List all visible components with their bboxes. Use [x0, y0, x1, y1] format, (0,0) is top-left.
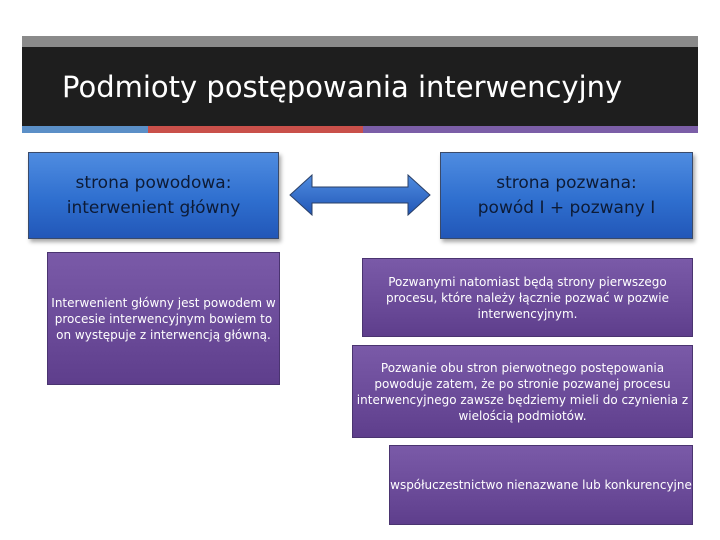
stripe-red	[148, 126, 363, 133]
accent-stripes	[22, 126, 698, 133]
defendant-box	[440, 152, 693, 239]
right-note-box-2	[352, 345, 693, 438]
stripe-blue	[22, 126, 148, 133]
plaintiff-box-line2: interwenient główny	[66, 197, 241, 218]
left-note-box	[47, 252, 280, 385]
defendant-box-line2: powód I + pozwany I	[477, 197, 656, 218]
plaintiff-box-line1: strona powodowa:	[75, 172, 232, 193]
right-note-box-1	[362, 258, 693, 337]
left-note-text: Interwenient główny jest powodem w procesie interwencyjnym bowiem to on występuje z interwencją główną.	[51, 295, 276, 342]
right-note-text-3: współuczestnictwo nienazwane lub konkurencyjne	[390, 478, 692, 492]
slide-title: Podmioty postępowania interwencyjny	[62, 70, 623, 104]
right-note-text-2: Pozwanie obu stron pierwotnego postępowania powoduje zatem, że po stronie pozwanej procesu interwencyjnego zawsze będziemy mieli do czynienia z wielością podmiotów.	[356, 360, 689, 423]
stripe-purple	[363, 126, 698, 133]
right-note-text-1: Pozwanymi natomiast będą strony pierwszego procesu, które należy łącznie pozwać w pozwie interwencyjnym.	[386, 274, 669, 321]
top-gray-bar	[22, 36, 698, 47]
right-note-box-3	[389, 445, 693, 525]
double-arrow-icon	[288, 173, 432, 217]
plaintiff-box	[28, 152, 279, 239]
defendant-box-line1: strona pozwana:	[496, 172, 637, 193]
